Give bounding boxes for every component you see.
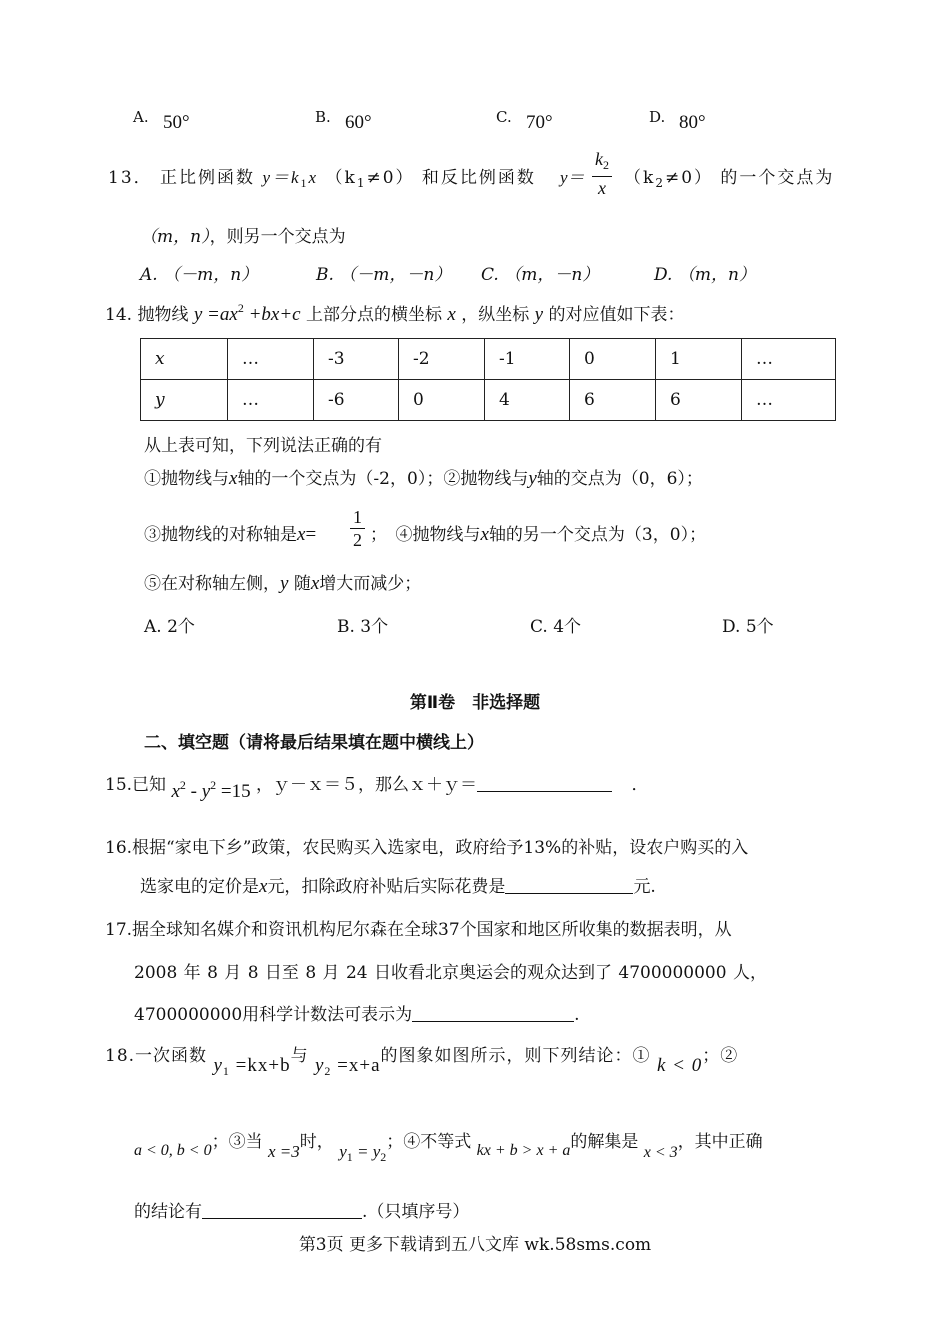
q12-option-c-value: 70° [526,112,553,133]
q14-text3: ，纵坐标 [461,305,530,325]
q14-text2: 上部分点的横坐标 [305,305,442,325]
q14-y-var: y [534,304,544,325]
q13-cond2: $(k_2\ne 0)$ [624,168,714,190]
q13-fraction-num: $k_2$ [592,148,612,177]
q14-statement-1-2: ①抛物线与x轴的一个交点为（-2，0）；②抛物线与y轴的交点为（0，6）； [144,468,703,489]
q14-intro: 从上表可知，下列说法正确的有 [144,436,382,456]
q18-line1: 18.一次函数 $y_1 =kx+b$与 $y_2 =x+a$的图象如图所示，则下列结论：① k < 0；② [105,1046,739,1078]
q13-fraction [592,148,612,199]
table-cell: 6 [570,380,656,421]
section-title: 第Ⅱ卷 非选择题 [409,693,541,713]
question-15: 15.已知 $x^2 - y^2 =15$ ，ｙ－ｘ＝５，那么ｘ＋ｙ＝ ． [105,775,649,802]
q14-half-den: 2 [353,530,362,550]
q13-option-d: D. （m，n） [654,265,756,285]
table-cell: -6 [314,380,399,421]
table-cell: y [141,380,228,421]
q13-number: 13． [108,168,153,188]
q12-option-b-value: 60° [345,112,372,133]
q13-line1-tail [624,163,834,190]
q14-statement-4: ； ④抛物线与x轴的另一个交点为（3，0）； [370,524,707,545]
q18-line2: a < 0, b < 0；③当 x =3时， $y_1 = y_2$；④不等式 kx + b > x + a的解集是 x < 3，其中正确 [134,1132,763,1164]
page-footer: 第3页 更多下载请到五八文库 wk.58sms.com [298,1235,652,1255]
q13-option-b: B. （－m，－n） [316,265,452,285]
q18-answer-blank[interactable] [202,1200,362,1219]
q14-option-b: B. 3个 [337,617,389,637]
q13-line1 [108,163,536,191]
q13-fraction-den: x [598,178,606,198]
q13-text2: 和反比例函数 [421,168,536,188]
q13-formula1: $y=k_1x$ [262,168,319,190]
table-cell: … [742,380,836,421]
q18-cond-2: a < 0, b < 0 [134,1142,212,1159]
q17-answer-blank[interactable] [412,1003,574,1022]
q17-line2: 2008 年 8 月 8 日至 8 月 24 日收看北京奥运会的观众达到了 4700000000 人， [134,963,767,983]
q18-y1: $y_1 =kx+b$ [213,1055,291,1078]
table-cell: 6 [656,380,742,421]
q13-text1: 正比例函数 [160,168,256,188]
table-cell: 0 [399,380,485,421]
q18-cond-1: k < 0 [656,1055,703,1076]
q14-formula: $y =ax^2 +bx+c$ [193,301,301,325]
q12-option-b-letter: B. [315,108,331,126]
q14-option-c: C. 4个 [530,617,582,637]
q14-statement-5: ⑤在对称轴左侧，y 随x增大而减少； [144,573,422,594]
table-cell: … [228,339,314,380]
table-cell: -1 [485,339,570,380]
q12-option-a-letter: A. [133,108,149,126]
q12-option-c-letter: C. [496,108,512,126]
q18-cond-3y: $y_1 = y_2$ [339,1142,387,1164]
q16-answer-blank[interactable] [505,875,633,894]
table-cell: -2 [399,339,485,380]
q14-text1: 抛物线 [137,305,189,325]
q14-statement-3-4: ③抛物线的对称轴是x= [144,524,317,545]
q17-line3: 4700000000用科学计数法可表示为 . [134,1005,580,1025]
q16-line1: 16.根据“家电下乡”政策，农民购买入选家电，政府给予13%的补贴，设农户购买的入 [105,838,749,858]
table-row [141,339,836,380]
q16-line2: 选家电的定价是x元，扣除政府补贴后实际花费是 元. [140,876,656,897]
q15-formula: $x^2 - y^2 =15$ [171,778,251,802]
q15-number: 15. [105,775,133,795]
q13-text3: 的一个交点为 [720,168,835,188]
q13-line2: （m，n），则另一个交点为 [140,227,346,247]
q13-option-c: C. （m，－n） [481,265,600,285]
q13-formula2-lhs: y＝ [560,168,585,187]
q18-cond-3x: x =3 [268,1142,300,1161]
table-row [141,380,836,421]
q15-answer-blank[interactable] [477,773,612,792]
q17-line1: 17.据全球知名媒介和资讯机构尼尔森在全球37个国家和地区所收集的数据表明，从 [105,920,732,940]
q14-half-num: 1 [350,506,365,529]
q13-cond1: $(k_1\ne 0)$ [325,168,415,190]
q14-half-fraction [350,506,365,551]
q14-value-table [140,338,836,421]
q12-option-d-value: 80° [679,112,706,133]
q14-text4: 的对应值如下表： [548,305,685,325]
q14-number: 14. [105,305,133,325]
section-subtitle: 二、填空题（请将最后结果填在题中横线上） [144,733,484,753]
q14-option-a: A. 2个 [144,617,195,637]
q18-cond-4: kx + b > x + a [476,1142,571,1159]
table-cell: … [742,339,836,380]
q18-cond-5: x < 3 [643,1144,678,1161]
q14-line1 [105,300,684,326]
q13-option-a: A. （－m，n） [140,265,259,285]
table-cell: x [141,339,228,380]
q12-option-d-letter: D. [649,108,666,126]
q12-option-a-value: 50° [163,112,190,133]
q18-line3: 的结论有 .（只填序号） [134,1202,470,1222]
table-cell: 1 [656,339,742,380]
q14-option-d: D. 5个 [722,617,774,637]
table-cell: … [228,380,314,421]
table-cell: 4 [485,380,570,421]
table-cell: 0 [570,339,656,380]
q14-x-var: x [447,304,456,325]
table-cell: -3 [314,339,399,380]
q18-y2: $y_2 =x+a$ [314,1055,381,1078]
